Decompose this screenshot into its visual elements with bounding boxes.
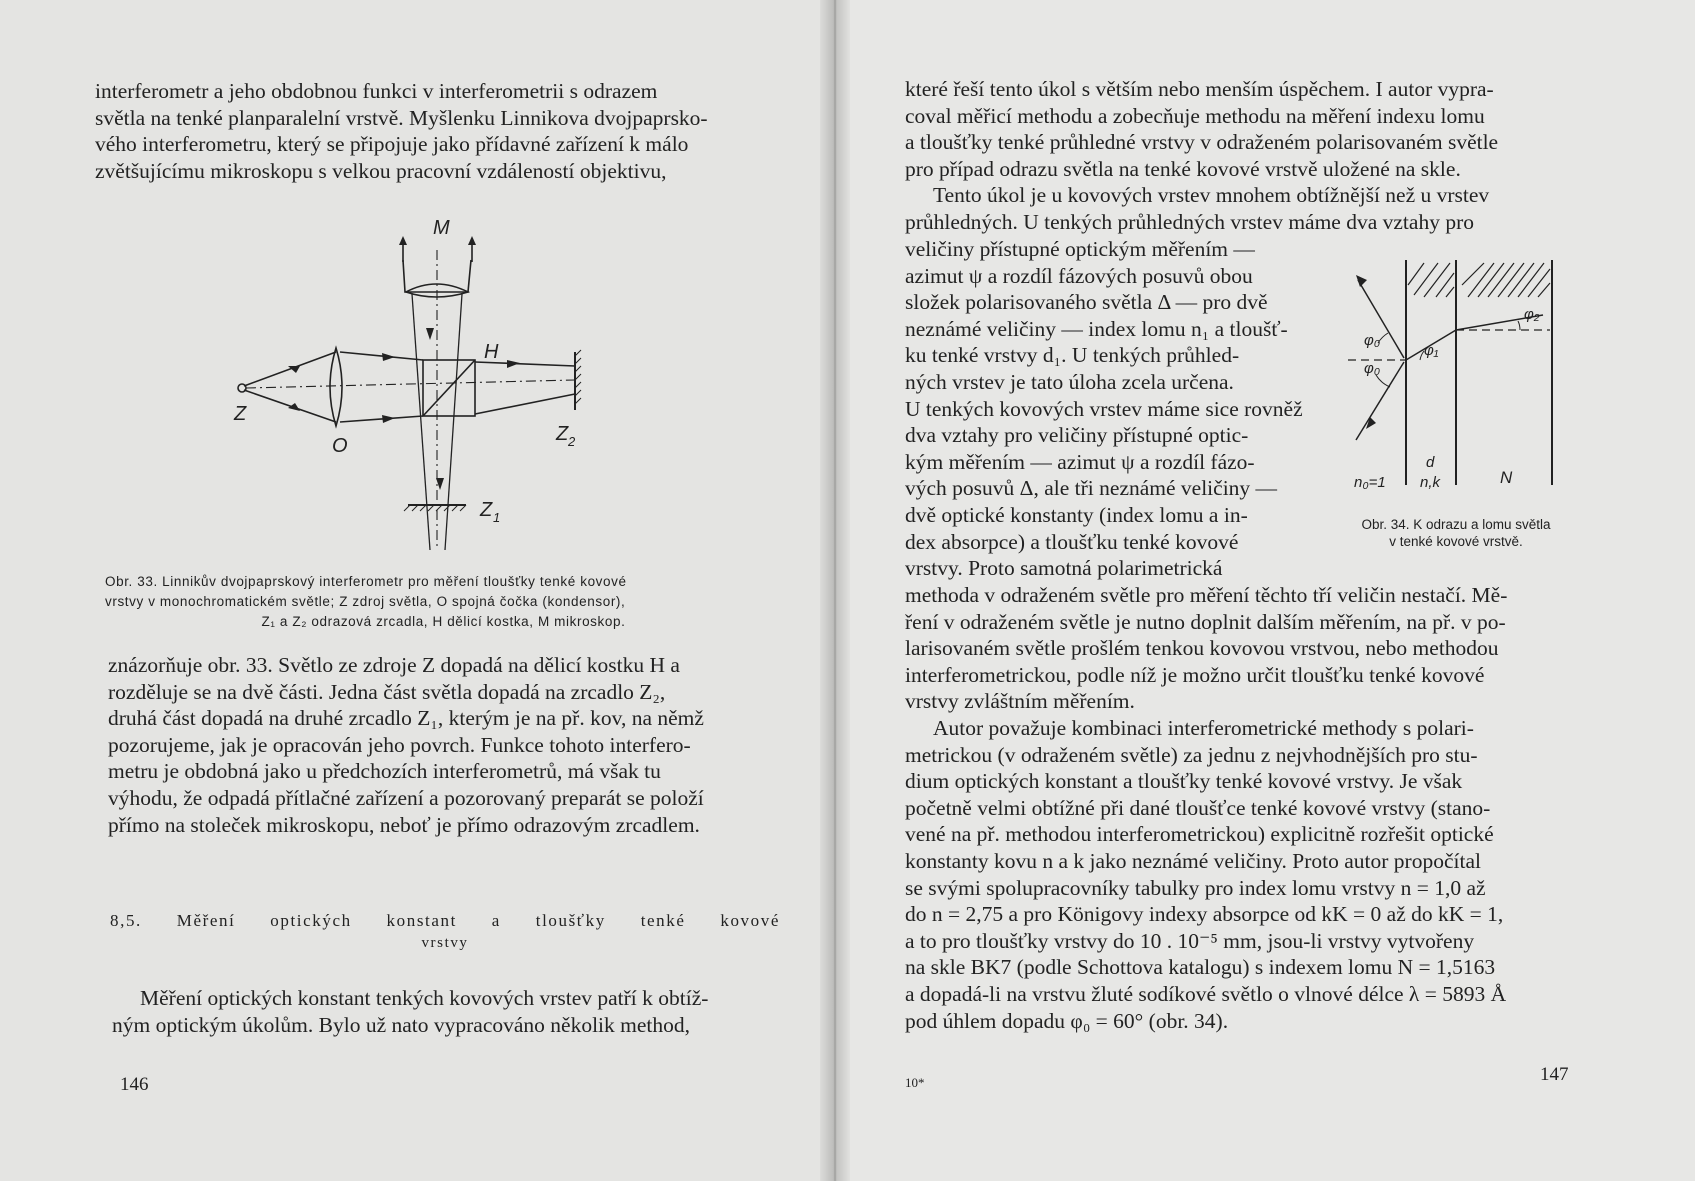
- text-line: do n = 2,75 a pro Königovy indexy absorpce od kK = 0 až do kK = 1,: [905, 902, 1504, 927]
- text-line: coval měřicí methodu a zobecňuje methodu na měření indexu lomu: [905, 103, 1485, 128]
- left-middle-paragraph: [108, 652, 778, 838]
- text-line: vého interferometru, který se připojuje jako přídavné zařízení k málo: [95, 132, 689, 157]
- figure-34-reflection: [1328, 255, 1580, 505]
- text-line: znázorňuje obr. 33. Světlo ze zdroje Z dopadá na dělicí kostku H a: [108, 653, 680, 677]
- label-n: N: [1500, 468, 1513, 487]
- figure-33-caption: [105, 572, 782, 632]
- text-line: vých posuvů Δ, ale tři neznámé veličiny —: [905, 476, 1278, 501]
- text-line: ných vrstev je tato úloha zcela určena.: [905, 369, 1234, 394]
- text-line: ření v odraženém světle je nutno doplnit dalším měřením, na př. v po-: [905, 609, 1506, 634]
- optical-axis-horizontal: [246, 380, 575, 388]
- text-line: vrstvy zvláštním měřením.: [905, 689, 1135, 714]
- caption-line: Z₁ a Z₂ odrazová zrcadla, H dělicí kostka, M mikroskop.: [261, 614, 626, 629]
- page-number-left: 146: [120, 1074, 149, 1095]
- text-line: interferometrickou, podle níž je možno určit tloušťku tenké kovové: [905, 662, 1485, 687]
- text-line: konstanty kovu n a k jako neznámé veličiny. Proto autor propočítal: [905, 848, 1481, 873]
- label-z1: Z: [480, 499, 493, 521]
- section-heading: 8,5. Měření optických konstant a tloušťky tenké kovové: [110, 911, 780, 930]
- left-top-paragraph: [95, 78, 778, 184]
- section-heading-cont: vrstvy: [421, 935, 469, 951]
- text-line: Měření optických konstant tenkých kovových vrstev patří k obtíž-: [140, 986, 709, 1010]
- text-line: dex absorpce) a tloušťku tenké kovové: [905, 529, 1239, 554]
- left-bottom-paragraph: [112, 985, 780, 1038]
- text-line: kým měřením — azimut ψ a rozdíl fázo-: [905, 449, 1255, 474]
- text-line: metru je obdobná jako u předchozích interferometrů, má však tu: [108, 759, 661, 784]
- text-line: složek polarisovaného světla Δ — pro dvě: [905, 290, 1268, 315]
- text-line: výhodu, že odpadá přítlačné zařízení a pozorovaný preparát se položí: [108, 785, 704, 810]
- text-line: zvětšujícímu mikroskopu s velkou pracovní vzdáleností objektivu,: [95, 158, 667, 183]
- label-h: H: [484, 341, 499, 363]
- right-wrapped-paragraph: [905, 236, 1305, 582]
- text-line: dium optických konstant a tloušťky tenké kovové vrstvy. Je však: [905, 769, 1463, 794]
- figure-34-caption: [1330, 516, 1582, 550]
- text-line: pod úhlem dopadu φ₀ = 60° (obr. 34).: [905, 1008, 1229, 1033]
- label-z: Z: [234, 403, 247, 425]
- text-line: interferometr a jeho obdobnou funkci v interferometrii s odrazem: [95, 79, 658, 103]
- signature-mark: 10*: [905, 1075, 925, 1090]
- caption-line: vrstvy v monochromatickém světle; Z zdroj světla, O spojná čočka (kondensor),: [105, 594, 626, 609]
- text-line: se svými spolupracovníky tabulky pro index lomu vrstvy n = 1,0 až: [905, 875, 1486, 900]
- label-phi1: φ₁: [1424, 342, 1439, 359]
- text-line: přímo na stoleček mikroskopu, neboť je přímo odrazovým zrcadlem.: [108, 812, 700, 837]
- text-line: metrickou (v odraženém světle) za jednu z nejvhodnějších pro stu-: [905, 742, 1478, 767]
- label-nk: n,k: [1420, 474, 1441, 491]
- text-line: a to pro tloušťky vrstvy do 10 . 10⁻⁵ mm, jsou-li vrstvy vytvořeny: [905, 928, 1475, 953]
- caption-line: Obr. 33. Linnikův dvojpaprskový interferometr pro měření tloušťky tenké kovové: [105, 574, 627, 589]
- text-line: druhá část dopadá na druhé zrcadlo Z₁, kterým je na př. kov, na němž: [108, 706, 704, 731]
- text-line: neznámé veličiny — index lomu n₁ a tloušť-: [905, 316, 1288, 341]
- condenser-lens-o: [330, 348, 342, 426]
- text-line: početně velmi obtížné při dané tloušťce tenké kovové vrstvy (stano-: [905, 795, 1491, 820]
- label-z2-sub: 2: [568, 434, 576, 449]
- text-line: na skle BK7 (podle Schottova katalogu) s indexem lomu N = 1,5163: [905, 955, 1496, 980]
- text-line: pro případ odrazu světla na tenké kovové vrstvě uložené na skle.: [905, 156, 1461, 181]
- text-line: vrstvy. Proto samotná polarimetrická: [905, 556, 1223, 581]
- text-line: veličiny přístupné optickým měřením —: [905, 237, 1255, 261]
- right-top-paragraph: [905, 76, 1576, 236]
- label-z2: Z: [556, 423, 569, 445]
- text-line: larisovaném světle prošlém tenkou kovovou vrstvou, nebo methodou: [905, 636, 1499, 661]
- text-line: ku tenké vrstvy d₁. U tenkých průhled-: [905, 343, 1240, 368]
- text-line: rozděluje se na dvě části. Jedna část světla dopadá na zrcadlo Z₂,: [108, 679, 666, 704]
- right-rest-paragraph: [905, 582, 1576, 1034]
- caption-line: v tenké kovové vrstvě.: [1389, 534, 1523, 549]
- text-line: a dopadá-li na vrstvu žluté sodíkové světlo o vlnové délce λ = 5893 Å: [905, 981, 1507, 1006]
- text-line: světla na tenké planparalelní vrstvě. Myšlenku Linnikova dvojpaprsko-: [95, 105, 708, 130]
- text-line: které řeší tento úkol s větším nebo menším úspěchem. I autor vypra-: [905, 77, 1494, 101]
- label-phi2: φ₂: [1524, 306, 1540, 323]
- text-line: ným optickým úkolům. Bylo už nato vypracováno několik method,: [112, 1012, 691, 1037]
- caption-line: Obr. 34. K odrazu a lomu světla: [1361, 517, 1551, 532]
- book-gutter: [820, 0, 850, 1181]
- label-z1-sub: 1: [493, 510, 501, 525]
- text-line: Tento úkol je u kovových vrstev mnohem obtížnější než u vrstev: [933, 183, 1490, 208]
- text-line: azimut ψ a rozdíl fázových posuvů obou: [905, 263, 1253, 288]
- text-line: a tloušťky tenké průhledné vrstvy v odraženém polarisovaném světle: [905, 130, 1499, 155]
- figure-33-interferometer: [234, 217, 640, 550]
- label-m: M: [433, 217, 450, 239]
- text-line: vené na př. methodou interferometrickou) explicitně rozřešit optické: [905, 822, 1494, 847]
- label-phi0-upper: φ₀: [1364, 332, 1381, 349]
- label-o: O: [332, 435, 348, 457]
- text-line: průhledných. U tenkých průhledných vrstev máme dva vztahy pro: [905, 209, 1474, 234]
- label-phi0-lower: φ₀: [1364, 360, 1381, 377]
- page-number-right: 147: [1540, 1064, 1569, 1085]
- text-line: dva vztahy pro veličiny přístupné optic-: [905, 423, 1249, 448]
- label-d: d: [1426, 454, 1435, 471]
- text-line: pozorujeme, jak je opracován jeho povrch. Funkce tohoto interfero-: [108, 732, 691, 757]
- text-line: Autor považuje kombinaci interferometrické methody s polari-: [933, 715, 1474, 740]
- label-n0: n₀=1: [1354, 474, 1386, 491]
- text-line: dvě optické konstanty (index lomu a in-: [905, 502, 1248, 527]
- text-line: U tenkých kovových vrstev máme sice rovněž: [905, 396, 1303, 421]
- text-line: methoda v odraženém světle pro měření těchto tří veličin nestačí. Mě-: [905, 583, 1508, 607]
